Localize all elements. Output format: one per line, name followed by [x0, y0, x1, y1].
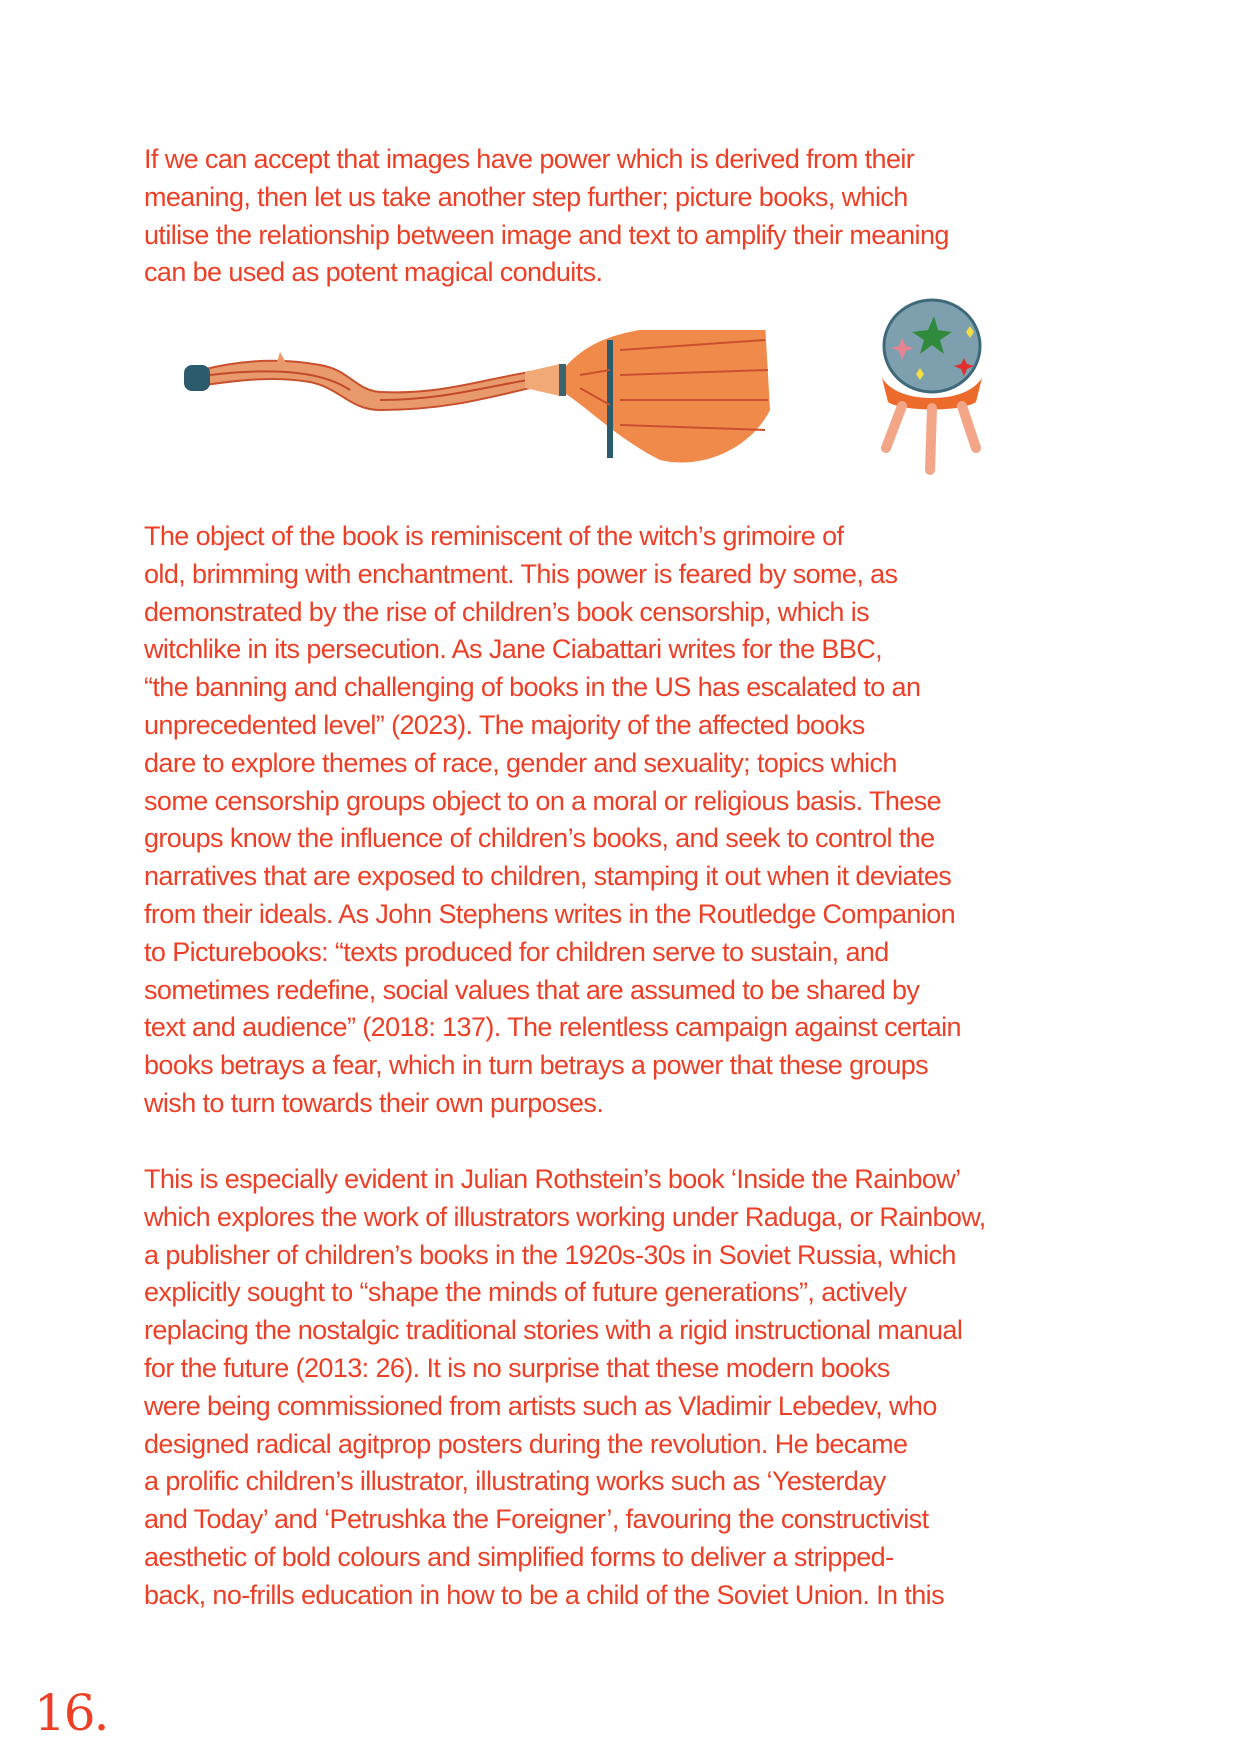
- text-line: text and audience” (2018: 137). The relentless campaign against certain: [144, 1012, 961, 1043]
- text-line: a publisher of children’s books in the 1920s-30s in Soviet Russia, which: [144, 1239, 956, 1270]
- text-line: demonstrated by the rise of children’s book censorship, which is: [144, 596, 869, 627]
- text-line: meaning, then let us take another step further; picture books, which: [144, 181, 908, 212]
- text-line: back, no-frills education in how to be a child of the Soviet Union. In this: [144, 1579, 944, 1610]
- text-line: explicitly sought to “shape the minds of future generations”, actively: [144, 1277, 907, 1308]
- text-line: groups know the influence of children’s books, and seek to control the: [144, 823, 935, 854]
- text-line: aesthetic of bold colours and simplified forms to deliver a stripped-: [144, 1542, 894, 1572]
- text-line: which explores the work of illustrators working under Raduga, or Rainbow,: [144, 1201, 986, 1232]
- text-line: a prolific children’s illustrator, illustrating works such as ‘Yesterday: [144, 1466, 886, 1497]
- text-line: books betrays a fear, which in turn betrays a power that these groups: [144, 1050, 929, 1081]
- crystal-ball-illustration: [872, 298, 992, 478]
- text-line: can be used as potent magical conduits.: [144, 257, 603, 288]
- text-line: some censorship groups object to on a moral or religious basis. These: [144, 785, 942, 816]
- text-line: for the future (2013: 26). It is no surprise that these modern books: [144, 1353, 890, 1383]
- text-line: If we can accept that images have power which is derived from their: [144, 144, 915, 174]
- text-line: narratives that are exposed to children, stamping it out when it deviates: [144, 861, 952, 892]
- text-line: wish to turn towards their own purposes.: [144, 1088, 604, 1118]
- page-number: 16.: [34, 1684, 108, 1742]
- text-line: witchlike in its persecution. As Jane Ciabattari writes for the BBC,: [144, 634, 883, 665]
- text-line: designed radical agitprop posters during the revolution. He became: [144, 1428, 908, 1459]
- text-line: and Today’ and ‘Petrushka the Foreigner’, favouring the constructivist: [144, 1504, 929, 1535]
- text-line: from their ideals. As John Stephens writes in the Routledge Companion: [144, 899, 956, 929]
- text-line: unprecedented level” (2023). The majority of the affected books: [144, 710, 865, 740]
- text-line: to Picturebooks: “texts produced for children serve to sustain, and: [144, 936, 889, 967]
- text-line: “the banning and challenging of books in the US has escalated to an: [144, 672, 921, 703]
- broom-illustration: [180, 330, 770, 470]
- text-line: This is especially evident in Julian Rothstein’s book ‘Inside the Rainbow’: [144, 1164, 961, 1194]
- text-line: sometimes redefine, social values that are assumed to be shared by: [144, 974, 920, 1005]
- text-line: were being commissioned from artists such as Vladimir Lebedev, who: [144, 1390, 937, 1421]
- text-line: old, brimming with enchantment. This power is feared by some, as: [144, 558, 898, 589]
- text-line: utilise the relationship between image and text to amplify their meaning: [144, 219, 949, 250]
- text-line: The object of the book is reminiscent of the witch’s grimoire of: [144, 521, 844, 551]
- text-line: dare to explore themes of race, gender and sexuality; topics which: [144, 747, 897, 778]
- text-line: replacing the nostalgic traditional stories with a rigid instructional manual: [144, 1315, 963, 1346]
